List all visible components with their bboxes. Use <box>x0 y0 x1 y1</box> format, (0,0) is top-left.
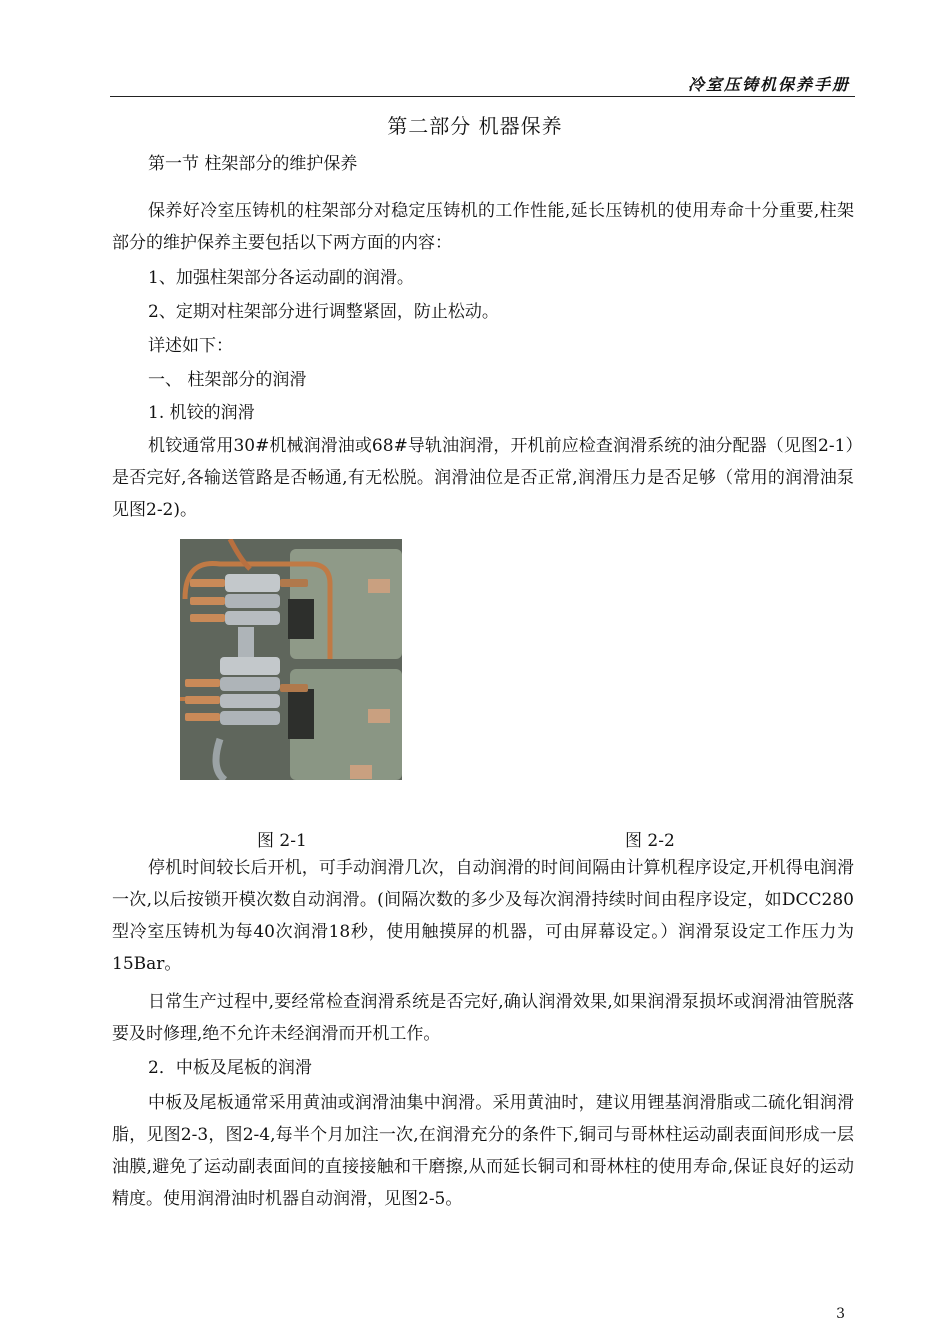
plates-paragraph: 中板及尾板通常采用黄油或润滑油集中润滑。采用黄油时，建议用锂基润滑脂或二硫化钼润滑脂，见图2-3，图2-4,每半个月加注一次,在润滑充分的条件下,铜司与哥林柱运动副表面间形成一层油膜,避免了运动副表面间的直接接触和干磨擦,从而延长铜司和哥林柱的使用寿命,保证良好的运动精度。使用润滑油时机器自动润滑，见图2-5。 <box>112 1093 854 1209</box>
section-title: 第一节 柱架部分的维护保养 <box>148 154 358 174</box>
subsection-lubrication: 一、 柱架部分的润滑 <box>148 370 307 390</box>
point-1: 1、加强柱架部分各运动副的润滑。 <box>148 268 414 288</box>
intro-paragraph: 保养好冷室压铸机的柱架部分对稳定压铸机的工作性能,延长压铸机的使用寿命十分重要,柱架部分的维护保养主要包括以下两方面的内容： <box>112 201 854 253</box>
part-title: 第二部分 机器保养 <box>387 114 563 138</box>
subsection-plates: 2．中板及尾板的润滑 <box>148 1058 312 1078</box>
stop-paragraph: 停机时间较长后开机，可手动润滑几次，自动润滑的时间间隔由计算机程序设定,开机得电润滑一次,以后按锁开模次数自动润滑。(间隔次数的多少及每次润滑持续时间由程序设定，如DCC280型冷室压铸机为每40次润滑18秒，使用触摸屏的机器，可由屏幕设定。）润滑泵设定工作压力为15Bar。 <box>112 858 854 974</box>
figure-2-1-caption: 图 2-1 <box>257 831 307 851</box>
detail-label: 详述如下： <box>148 336 233 356</box>
hinge-paragraph: 机铰通常用30#机械润滑油或68#导轨油润滑，开机前应检查润滑系统的油分配器（见图2-1）是否完好,各输送管路是否畅通,有无松脱。润滑油位是否正常,润滑压力是否足够（常用的润滑油泵见图2-2)。 <box>112 436 854 520</box>
page-number: 3 <box>836 1306 845 1322</box>
figure-2-1-photo <box>180 539 402 780</box>
figure-2-2-caption: 图 2-2 <box>625 831 675 851</box>
daily-paragraph: 日常生产过程中,要经常检查润滑系统是否完好,确认润滑效果,如果润滑泵损坏或润滑油管脱落要及时修理,绝不允许未经润滑而开机工作。 <box>112 992 854 1044</box>
subsection-hinge: 1. 机铰的润滑 <box>148 403 255 423</box>
oil-distributor-illustration <box>180 539 402 780</box>
header-title: 冷室压铸机保养手册 <box>687 75 850 94</box>
point-2: 2、定期对柱架部分进行调整紧固，防止松动。 <box>148 302 499 322</box>
header-rule <box>110 96 855 97</box>
